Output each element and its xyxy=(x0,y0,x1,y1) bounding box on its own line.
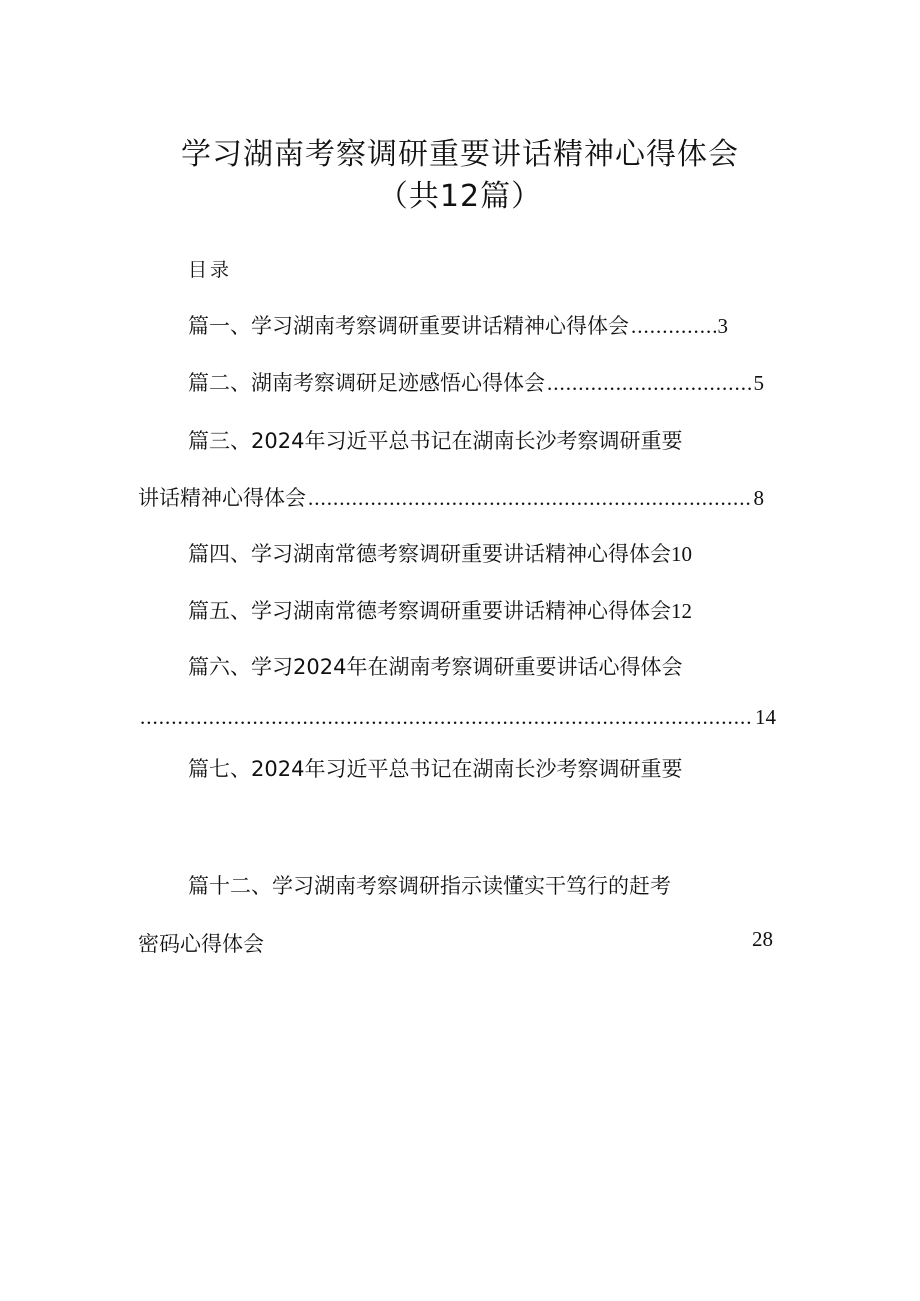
toc-entry-7-line1[interactable]: 篇七、2024年习近平总书记在湖南长沙考察调研重要 xyxy=(188,757,683,781)
toc-entry-12-line1[interactable]: 篇十二、学习湖南考察调研指示读懂实干笃行的赶考 xyxy=(188,874,671,898)
toc-page-number: 8 xyxy=(753,486,764,510)
toc-leader-dots xyxy=(308,488,752,509)
toc-page-number: 5 xyxy=(753,371,764,395)
toc-entry-3[interactable] xyxy=(138,488,764,509)
document-title: 学习湖南考察调研重要讲话精神心得体会 xyxy=(181,137,739,172)
toc-entry-text: 篇一、学习湖南考察调研重要讲话精神心得体会 xyxy=(188,314,629,338)
toc-entry-2[interactable] xyxy=(188,373,764,394)
toc-entry-text: 篇四、学习湖南常德考察调研重要讲话精神心得体会 xyxy=(188,542,671,566)
toc-entry-text: 篇五、学习湖南常德考察调研重要讲话精神心得体会 xyxy=(188,599,671,623)
toc-leader-dots xyxy=(140,707,753,728)
toc-leader-dots xyxy=(631,316,716,337)
toc-page-number: 3 xyxy=(717,314,728,338)
toc-entry-text: 篇二、湖南考察调研足迹感悟心得体会 xyxy=(188,371,545,395)
toc-entry-12-page-number: 28 xyxy=(752,927,773,951)
toc-entry-text: 讲话精神心得体会 xyxy=(138,486,306,510)
toc-entry-4[interactable] xyxy=(188,544,692,565)
document-subtitle: （共12篇） xyxy=(377,179,543,214)
toc-entry-1[interactable] xyxy=(188,316,728,337)
toc-heading: 目录 xyxy=(188,259,233,281)
toc-entry-3-line1[interactable]: 篇三、2024年习近平总书记在湖南长沙考察调研重要 xyxy=(188,429,683,453)
toc-leader-dots xyxy=(547,373,752,394)
toc-page-number: 14 xyxy=(755,705,776,729)
toc-entry-5[interactable] xyxy=(188,601,692,622)
toc-page-number: 12 xyxy=(671,599,692,623)
toc-page-number: 10 xyxy=(671,542,692,566)
toc-entry-6-line1[interactable]: 篇六、学习2024年在湖南考察调研重要讲话心得体会 xyxy=(188,655,683,679)
toc-entry-12-line2[interactable]: 密码心得体会 xyxy=(138,932,264,956)
toc-entry-6[interactable] xyxy=(138,707,776,728)
